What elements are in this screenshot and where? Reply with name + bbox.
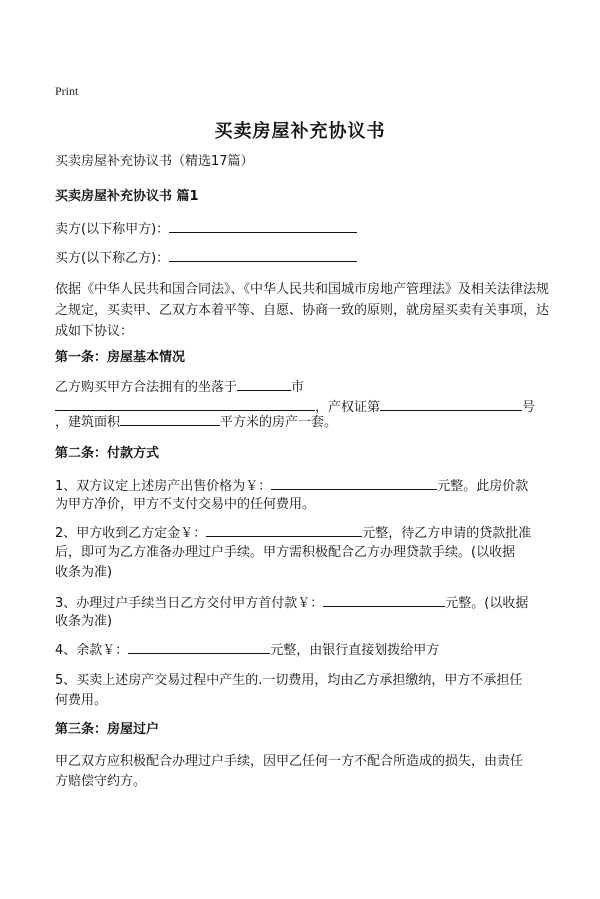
article2-item2-line2: 后，即可为乙方准备办理过户手续。甲方需积极配合乙方办理贷款手续。(以收据 bbox=[55, 545, 516, 560]
article2-heading: 第二条：付款方式 bbox=[55, 446, 160, 461]
article1-text: 平方米的房产一套。 bbox=[220, 415, 338, 430]
article2-item2-line3: 收条为准) bbox=[55, 565, 113, 580]
article2-text: 2、甲方收到乙方定金￥： bbox=[55, 526, 207, 541]
article1-text: 号 bbox=[522, 400, 536, 415]
deposit-field[interactable] bbox=[206, 522, 362, 537]
article1-heading: 第一条：房屋基本情况 bbox=[55, 350, 186, 365]
article2-text: 4、余款￥： bbox=[55, 643, 129, 658]
article2-text: 元整。此房价款 bbox=[437, 479, 529, 494]
article2-text: 元整。(以收据 bbox=[445, 596, 529, 611]
article2-text: 1、双方议定上述房产出售价格为￥： bbox=[55, 479, 272, 494]
article2-text: 元整，由银行直接划拨给甲方 bbox=[270, 643, 440, 658]
intro-paragraph: 依据《中华人民共和国合同法》、《中华人民共和国城市房地产管理法》及相关法律法规之规定，买卖甲、乙双方本着平等、自愿、协商一致的原则，就房屋买卖有关事项，达成如下协议： bbox=[55, 282, 550, 339]
article2-item3-line2: 收条为准) bbox=[55, 614, 113, 629]
article2-item2-line1 bbox=[55, 522, 550, 544]
seller-name-field[interactable] bbox=[169, 218, 357, 233]
article2-text: 元整，待乙方申请的贷款批准 bbox=[362, 526, 532, 541]
down-payment-field[interactable] bbox=[323, 592, 445, 607]
buyer-line bbox=[55, 247, 550, 269]
article2-item5-line2: 何费用。 bbox=[55, 693, 108, 708]
article1-text: 乙方购买甲方合法拥有的坐落于 bbox=[55, 380, 238, 395]
article3-heading: 第三条：房屋过户 bbox=[55, 722, 160, 737]
buyer-label: 买方(以下称乙方)： bbox=[55, 251, 170, 266]
article3-line2: 方赔偿守约方。 bbox=[55, 774, 147, 789]
article1-line3 bbox=[55, 411, 550, 433]
article1-text: 市 bbox=[291, 380, 305, 395]
balance-field[interactable] bbox=[128, 639, 270, 654]
area-field[interactable] bbox=[120, 411, 220, 426]
address-field[interactable] bbox=[55, 396, 315, 411]
article1-text: ，产权证第 bbox=[315, 400, 381, 415]
seller-line bbox=[55, 218, 550, 240]
document-title: 买卖房屋补充协议书 bbox=[214, 121, 386, 142]
article1-text: ，建筑面积 bbox=[55, 415, 121, 430]
buyer-name-field[interactable] bbox=[169, 247, 357, 262]
article1-line1 bbox=[55, 376, 550, 398]
article2-item5-line1: 5、买卖上述房产交易过程中产生的.一切费用，均由乙方承担缴纳，甲方不承担任 bbox=[55, 673, 523, 688]
article2-item4 bbox=[55, 639, 550, 661]
article3-line1: 甲乙双方应积极配合办理过户手续，因甲乙任何一方不配合所造成的损失，由责任 bbox=[55, 754, 524, 769]
print-link[interactable]: Print bbox=[55, 84, 79, 98]
sale-price-field[interactable] bbox=[271, 475, 437, 490]
article2-item1-line2: 为甲方净价，甲方不支付交易中的任何费用。 bbox=[55, 497, 316, 512]
article2-text: 3、办理过户手续当日乙方交付甲方首付款￥： bbox=[55, 596, 324, 611]
certificate-number-field[interactable] bbox=[380, 396, 522, 411]
document-subtitle: 买卖房屋补充协议书（精选17篇） bbox=[55, 154, 254, 169]
section-heading: 买卖房屋补充协议书 篇1 bbox=[55, 189, 199, 204]
city-field[interactable] bbox=[237, 376, 291, 391]
seller-label: 卖方(以下称甲方)： bbox=[55, 222, 170, 237]
